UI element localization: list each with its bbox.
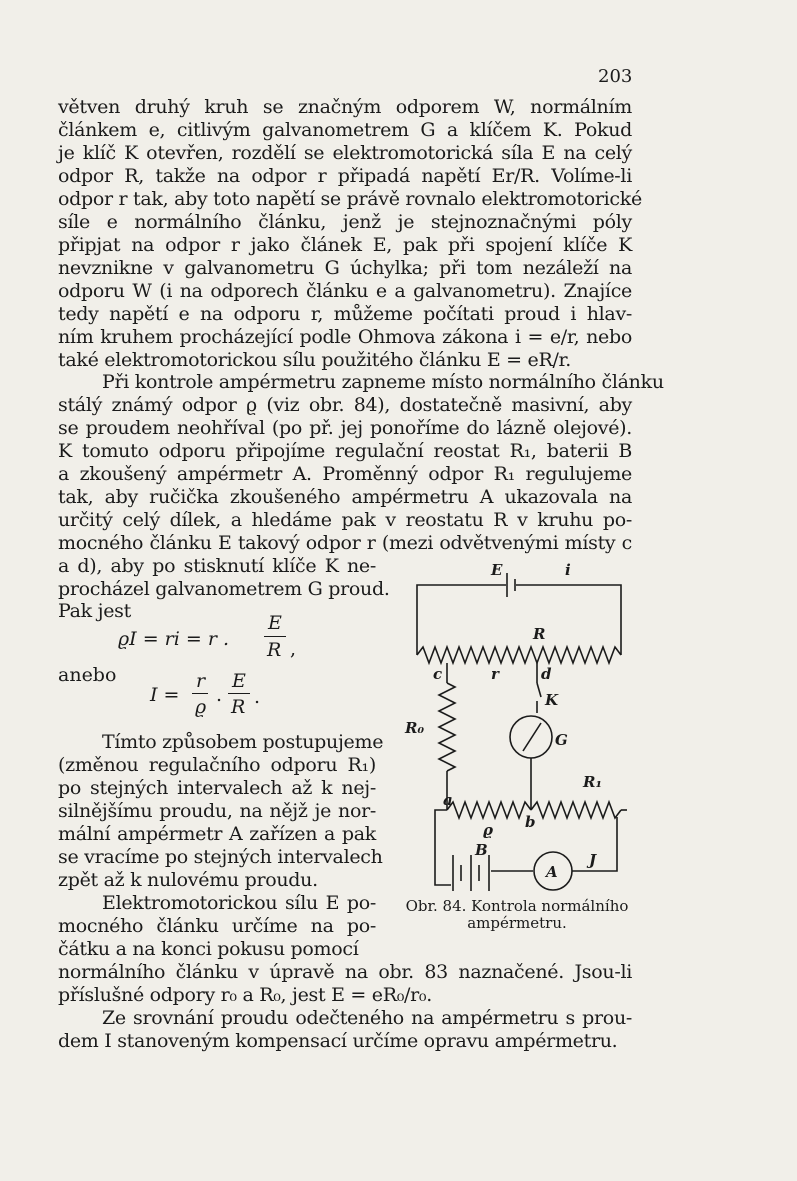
- text-line: a d), aby po stisknutí klíče K ne-: [58, 555, 376, 577]
- text-line: K tomuto odporu připojíme regulační reostat R₁, baterii B: [58, 440, 632, 462]
- label-r-big: R: [533, 625, 546, 643]
- formula-1: [118, 612, 328, 662]
- text-line: Tímto způsobem postupujeme: [102, 731, 384, 753]
- text-line: se vracíme po stejných intervalech: [58, 846, 383, 868]
- formula-2-num1: r: [196, 670, 206, 692]
- text-line: také elektromotorickou sílu použitého článku E = eR/r.: [58, 349, 571, 371]
- label-a: a: [443, 791, 453, 809]
- formula-2-lhs: I =: [150, 684, 180, 706]
- formula-2: [150, 668, 300, 718]
- text-line: větven druhý kruh se značným odporem W, normálním: [58, 96, 632, 118]
- text-line: po stejných intervalech až k nej-: [58, 777, 376, 799]
- text-line: tedy napětí e na odporu r, můžeme počítati proud i hlav-: [58, 303, 632, 325]
- text-line: síle e normálního článku, jenž je stejnoznačnými póly: [58, 211, 632, 233]
- resistor-r1: [531, 802, 621, 818]
- formula-1-num: E: [268, 612, 282, 634]
- formula-1-tail: ,: [290, 638, 297, 660]
- label-a-ammeter: A: [546, 863, 558, 881]
- text-line: zpět až k nulovému proudu.: [58, 869, 318, 891]
- rheostat-r: [417, 647, 621, 663]
- label-j: J: [589, 851, 597, 869]
- text-line: Ze srovnání proudu odečteného na ampérmetru s prou-: [102, 1007, 632, 1029]
- text-line: procházel galvanometrem G proud.: [58, 578, 390, 600]
- top-wire-right: [516, 585, 621, 655]
- galvanometer-needle: [523, 723, 541, 751]
- text-line: článkem e, citlivým galvanometrem G a klíčem K. Pokud: [58, 119, 632, 141]
- label-r0: R₀: [405, 719, 425, 737]
- resistor-rho: [447, 802, 531, 818]
- text-line: (změnou regulačního odporu R₁): [58, 754, 376, 776]
- text-line: Při kontrole ampérmetru zapneme místo normálního článku: [102, 371, 664, 393]
- label-g: G: [555, 731, 568, 749]
- text-line: dem I stanoveným kompensací určíme opravu ampérmetru.: [58, 1030, 618, 1052]
- text-line: nevznikne v galvanometru G úchylka; při tom nezáleží na: [58, 257, 632, 279]
- text-line: Pak jest: [58, 600, 131, 622]
- label-i: i: [565, 561, 571, 579]
- top-wire: [417, 585, 506, 655]
- text-line: odpor r tak, aby toto napětí se právě rovnalo elektromotorické: [58, 188, 642, 210]
- text-line: ním kruhem procházející podle Ohmova zákona i = e/r, nebo: [58, 326, 632, 348]
- text-line: Elektromotorickou sílu E po-: [102, 892, 376, 914]
- text-line: silnějšímu proudu, na nějž je nor-: [58, 800, 376, 822]
- fraction-bar: [264, 636, 286, 637]
- formula-1-lhs: ϱI = ri = r .: [118, 628, 229, 650]
- fraction-bar: [228, 693, 250, 694]
- text-line: se proudem neohříval (po př. jej ponoříme do lázně olejové).: [58, 417, 632, 439]
- wire-a-battery: [435, 810, 451, 885]
- key-k: [537, 683, 541, 697]
- text-line: je klíč K otevřen, rozdělí se elektromotorická síla E na celý: [58, 142, 632, 164]
- text-line: odpor R, takže na odpor r připadá napětí Er/R. Volíme-li: [58, 165, 632, 187]
- label-rho: ϱ: [483, 821, 493, 839]
- text-line: stálý známý odpor ϱ (viz obr. 84), dostatečně masivní, aby: [58, 394, 632, 416]
- text-line: připjat na odpor r jako článek E, pak při spojení klíče K: [58, 234, 632, 256]
- formula-2-den1: ϱ: [195, 696, 207, 718]
- formula-label: anebo: [58, 664, 117, 686]
- text-line: a zkoušený ampérmetr A. Proměnný odpor R₁ regulujeme: [58, 463, 632, 485]
- text-line: čátku a na konci pokusu pomocí: [58, 938, 359, 960]
- label-c: c: [433, 665, 443, 683]
- galvanometer-g: [510, 716, 552, 758]
- label-e: E: [491, 561, 503, 579]
- fraction-bar: [192, 693, 208, 694]
- formula-2-dot: .: [216, 684, 223, 706]
- formula-2-den2: R: [231, 696, 246, 718]
- formula-1-den: R: [267, 639, 282, 661]
- formula-2-tail: .: [254, 686, 261, 708]
- label-d: d: [541, 665, 552, 683]
- label-k: K: [545, 691, 559, 709]
- text-line: tak, aby ručička zkoušeného ampérmetru A ukazovala na: [58, 486, 632, 508]
- text-line: mální ampérmetr A zařízen a pak: [58, 823, 376, 845]
- text-line: odporu W (i na odporech článku e a galvanometru). Znajíce: [58, 280, 632, 302]
- label-b-battery: B: [475, 841, 488, 859]
- text-line: normálního článku v úpravě na obr. 83 naznačené. Jsou-li: [58, 961, 632, 983]
- label-r1: R₁: [583, 773, 603, 791]
- text-line: příslušné odpory r₀ a R₀, jest E = eR₀/r₀.: [58, 984, 432, 1006]
- formula-2-num2: E: [232, 670, 246, 692]
- label-r: r: [491, 665, 499, 683]
- page-number: 203: [598, 66, 633, 87]
- figure-caption: Obr. 84. Kontrola normálního ampérmetru.: [405, 897, 629, 932]
- text-line: určitý celý dílek, a hledáme pak v reostatu R v kruhu po-: [58, 509, 632, 531]
- text-line: mocného článku určíme na po-: [58, 915, 376, 937]
- circuit-figure: [395, 555, 655, 895]
- text-line: mocného článku E takový odpor r (mezi odvětvenými místy c: [58, 532, 632, 554]
- resistor-r0: [439, 683, 455, 771]
- label-b: b: [525, 813, 536, 831]
